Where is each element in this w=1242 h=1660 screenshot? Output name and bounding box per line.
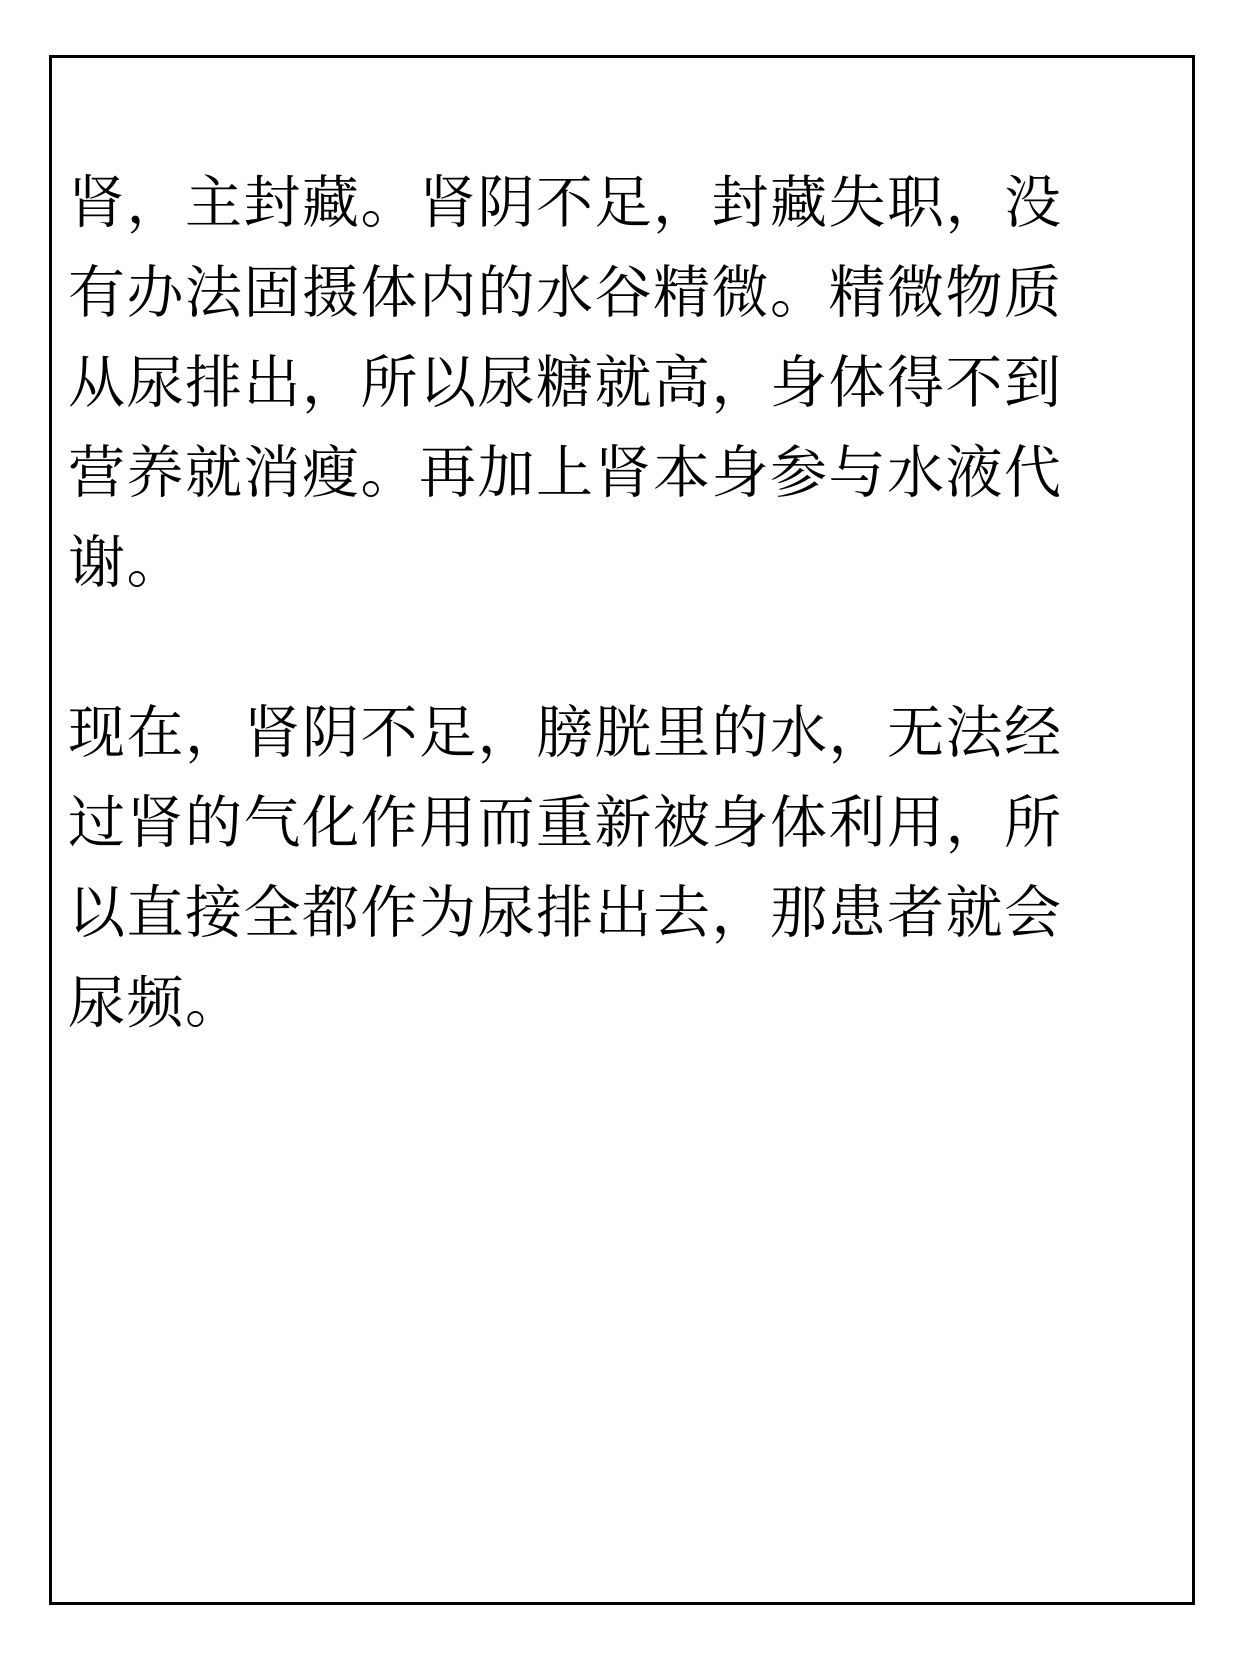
text-line: 以直接全都作为尿排出去，那患者就会: [68, 880, 1063, 946]
text-line: 尿频。: [68, 970, 244, 1036]
text-line: 营养就消瘦。再加上肾本身参与水液代: [68, 440, 1063, 506]
page-frame: [49, 55, 1195, 1605]
text-line: 过肾的气化作用而重新被身体利用，所: [68, 790, 1063, 856]
text-line: 谢。: [68, 530, 185, 596]
text-line: 现在，肾阴不足，膀胱里的水，无法经: [68, 700, 1063, 766]
text-line: 从尿排出，所以尿糖就高，身体得不到: [68, 350, 1063, 416]
text-line: 有办法固摄体内的水谷精微。精微物质: [68, 260, 1063, 326]
text-line: 肾，主封藏。肾阴不足，封藏失职，没: [68, 170, 1063, 236]
